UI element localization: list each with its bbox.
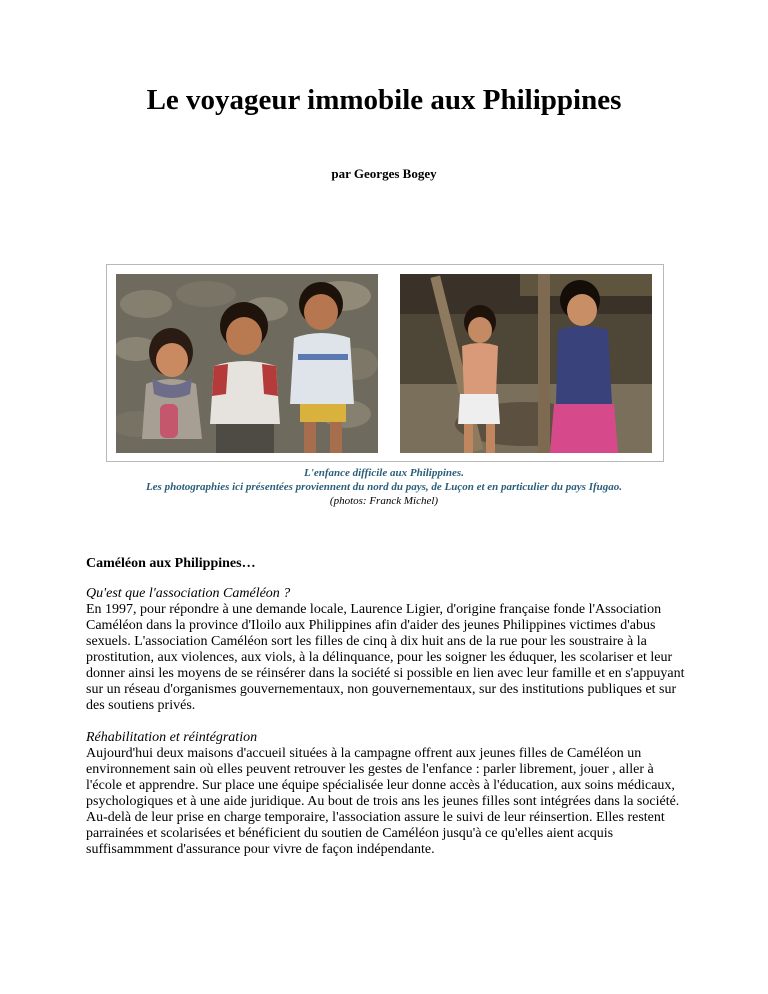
paragraph-lead: Qu'est que l'association Caméléon ?: [86, 586, 291, 601]
photo-caption-source: Les photographies ici présentées proviennent du nord du pays, de Luçon et en particulier du pays Ifugao.: [145, 481, 623, 493]
paragraph-rehabilitation: [86, 730, 686, 858]
girls-pounding-rice-photo: [400, 274, 652, 453]
photo-caption-title: L'enfance difficile aux Philippines.: [304, 467, 464, 479]
photo-credit: (photos: Franck Michel): [329, 495, 439, 507]
children-photo: [116, 274, 378, 453]
paragraph-text: Aujourd'hui deux maisons d'accueil situées à la campagne offrent aux jeunes filles de Caméléon un environnement sain où elles peuvent retrouver les gestes de l'enfance : parler librement, jouer , aller à l'école et apprendre. Sur place une équipe spécialisée leur donne accès à l'éducation, aux soins médicaux, psychologiques et à une aide juridique. Au bout de trois ans les jeunes filles sont intégrées dans la société. Au-delà de leur prise en charge temporaire, l'association assure le suivi de leur réinsertion. Elles restent parrainées et scolarisées et bénéficient du soutien de Caméléon jusqu'à ce qu'elles aient acquis suffisammment d'assurance pour vivre de façon indépendante.: [86, 746, 680, 857]
page-title: Le voyageur immobile aux Philippines: [146, 84, 622, 116]
paragraph-association: [86, 586, 686, 714]
paragraph-text: En 1997, pour répondre à une demande locale, Laurence Ligier, d'origine française fonde l'Association Caméléon dans la province d'Iloilo aux Philippines afin d'aider des jeunes Philippines victimes d'abus sexuels. L'association Caméléon sort les filles de cinq à dix huit ans de la rue pour les soustraire à la prostitution, aux violences, aux viols, à la délinquance, pour les soigner les éduquer, les scolariser et leur donner ainsi les moyens de se réinsérer dans la société si possible en lien avec leur famille et en s'appuyant sur un réseau d'organismes gouvernementaux, non gouvernementaux, sur des institutions publiques et sur des soutiens privés.: [86, 602, 685, 713]
author-byline: par Georges Bogey: [331, 166, 437, 181]
photo-frame: [106, 264, 664, 462]
paragraph-lead: Réhabilitation et réintégration: [86, 730, 258, 745]
section-heading: Caméléon aux Philippines…: [86, 556, 256, 571]
